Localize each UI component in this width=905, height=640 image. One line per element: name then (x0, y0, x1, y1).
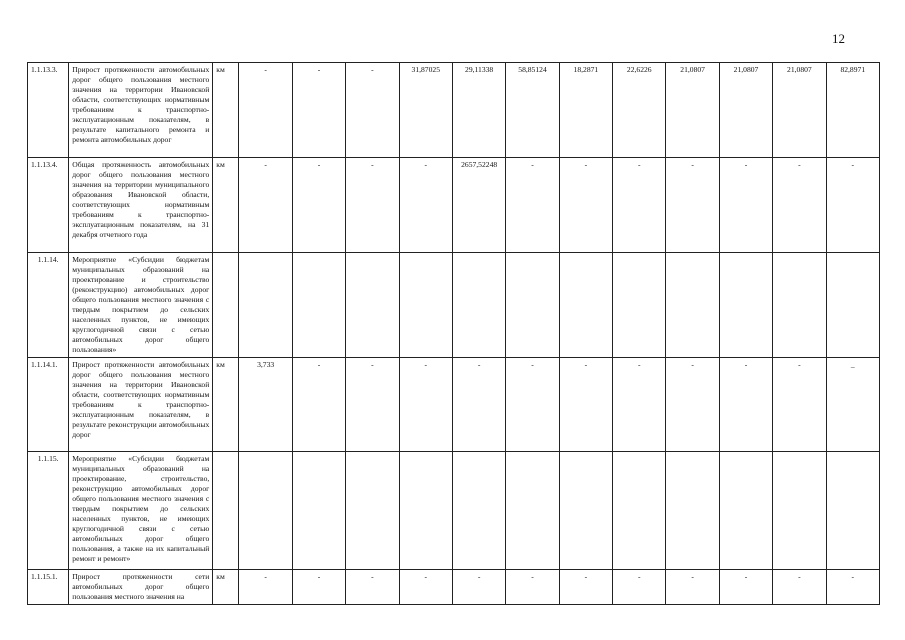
value-cell (292, 452, 345, 570)
value-cell: - (452, 358, 505, 452)
value-cell (506, 253, 559, 358)
value-cell: - (399, 358, 452, 452)
row-number: 1.1.15. (28, 452, 69, 570)
row-description: Мероприятие «Субсидии бюджетам муниципальных образований на проектирование, строительство, реконструкцию автомобильных дорог общего пользования местного значения с твердым покрытием до сельских населенных пунктов, не имеющих круглогодичной связи с сетью автомобильных дорог общего пользования, а также на их капитальный ремонт и ремонт» (69, 452, 213, 570)
value-cell (666, 452, 719, 570)
value-cell (399, 253, 452, 358)
value-cell: - (613, 158, 666, 253)
value-cell: - (346, 570, 399, 605)
table-row (28, 253, 880, 358)
value-cell: - (719, 158, 772, 253)
value-cell (613, 253, 666, 358)
row-number: 1.1.14.1. (28, 358, 69, 452)
value-cell (452, 452, 505, 570)
value-cell: - (346, 158, 399, 253)
value-cell: - (826, 570, 879, 605)
value-cell: 21,0807 (666, 63, 719, 158)
value-cell: - (559, 158, 612, 253)
value-cell: - (292, 63, 345, 158)
row-number: 1.1.14. (28, 253, 69, 358)
value-cell: - (559, 570, 612, 605)
table-body (28, 63, 880, 605)
value-cell: - (613, 570, 666, 605)
page-number: 12 (832, 31, 845, 46)
value-cell: - (506, 358, 559, 452)
value-cell: 21,0807 (719, 63, 772, 158)
value-cell: - (239, 158, 292, 253)
indicators-table (27, 62, 880, 605)
table-row (28, 570, 880, 605)
row-description: Мероприятие «Субсидии бюджетам муниципальных образований на проектирование и строительство (реконструкцию) автомобильных дорог общего пользования местного значения с твердым покрытием до сельских населенных пунктов, не имеющих круглогодичной связи с сетью автомобильных дорог общего пользования» (69, 253, 213, 358)
value-cell (773, 452, 826, 570)
value-cell: - (559, 358, 612, 452)
row-unit (213, 452, 239, 570)
value-cell: - (292, 358, 345, 452)
row-description: Общая протяженность автомобильных дорог общего пользования местного значения на территории муниципального образования Ивановской области, соответствующих нормативным требованиям к транспортно-эксплуатационным показателям, на 31 декабря отчетного года (69, 158, 213, 253)
row-description: Прирост протяженности автомобильных дорог общего пользования местного значения на территории Ивановской области, соответствующих нормативным требованиям к транспортно-эксплуатационным показателям, в результате реконструкции автомобильных дорог (69, 358, 213, 452)
value-cell: - (773, 570, 826, 605)
value-cell (399, 452, 452, 570)
row-unit: км (213, 570, 239, 605)
value-cell (559, 452, 612, 570)
value-cell (452, 253, 505, 358)
value-cell: - (506, 570, 559, 605)
value-cell: 2657,52248 (452, 158, 505, 253)
row-description: Прирост протяженности сети автомобильных дорог общего пользования местного значения на (69, 570, 213, 605)
value-cell: - (666, 358, 719, 452)
value-cell: - (239, 570, 292, 605)
value-cell (719, 253, 772, 358)
table-row (28, 63, 880, 158)
value-cell: - (292, 158, 345, 253)
value-cell (346, 452, 399, 570)
value-cell (292, 253, 345, 358)
value-cell (559, 253, 612, 358)
value-cell: - (773, 158, 826, 253)
table-row (28, 358, 880, 452)
value-cell (719, 452, 772, 570)
value-cell: - (613, 358, 666, 452)
value-cell: - (666, 158, 719, 253)
value-cell: - (399, 570, 452, 605)
value-cell: - (239, 63, 292, 158)
row-number: 1.1.13.3. (28, 63, 69, 158)
value-cell: 22,6226 (613, 63, 666, 158)
value-cell: 82,8971 (826, 63, 879, 158)
value-cell (346, 253, 399, 358)
value-cell: 58,85124 (506, 63, 559, 158)
value-cell: 3,733 (239, 358, 292, 452)
value-cell: - (346, 63, 399, 158)
table-row (28, 452, 880, 570)
value-cell (666, 253, 719, 358)
value-cell (239, 253, 292, 358)
value-cell: 31,87025 (399, 63, 452, 158)
row-description: Прирост протяженности автомобильных дорог общего пользования местного значения на территории Ивановской области, соответствующих нормативным требованиям к транспортно-эксплуатационным показателям, в результате капитального ремонта и ремонта автомобильных дорог (69, 63, 213, 158)
row-unit: км (213, 63, 239, 158)
value-cell: - (719, 358, 772, 452)
value-cell: - (452, 570, 505, 605)
value-cell: 18,2871 (559, 63, 612, 158)
value-cell: 29,11338 (452, 63, 505, 158)
value-cell: - (292, 570, 345, 605)
value-cell: 21,0807 (773, 63, 826, 158)
value-cell: _ (826, 358, 879, 452)
value-cell: - (506, 158, 559, 253)
row-unit: км (213, 358, 239, 452)
value-cell: - (773, 358, 826, 452)
value-cell (613, 452, 666, 570)
value-cell: - (666, 570, 719, 605)
value-cell: - (719, 570, 772, 605)
row-number: 1.1.15.1. (28, 570, 69, 605)
row-number: 1.1.13.4. (28, 158, 69, 253)
value-cell (773, 253, 826, 358)
value-cell (506, 452, 559, 570)
row-unit: км (213, 158, 239, 253)
value-cell: - (826, 158, 879, 253)
row-unit (213, 253, 239, 358)
table-row (28, 158, 880, 253)
value-cell (826, 253, 879, 358)
value-cell: - (399, 158, 452, 253)
value-cell (239, 452, 292, 570)
value-cell: - (346, 358, 399, 452)
value-cell (826, 452, 879, 570)
